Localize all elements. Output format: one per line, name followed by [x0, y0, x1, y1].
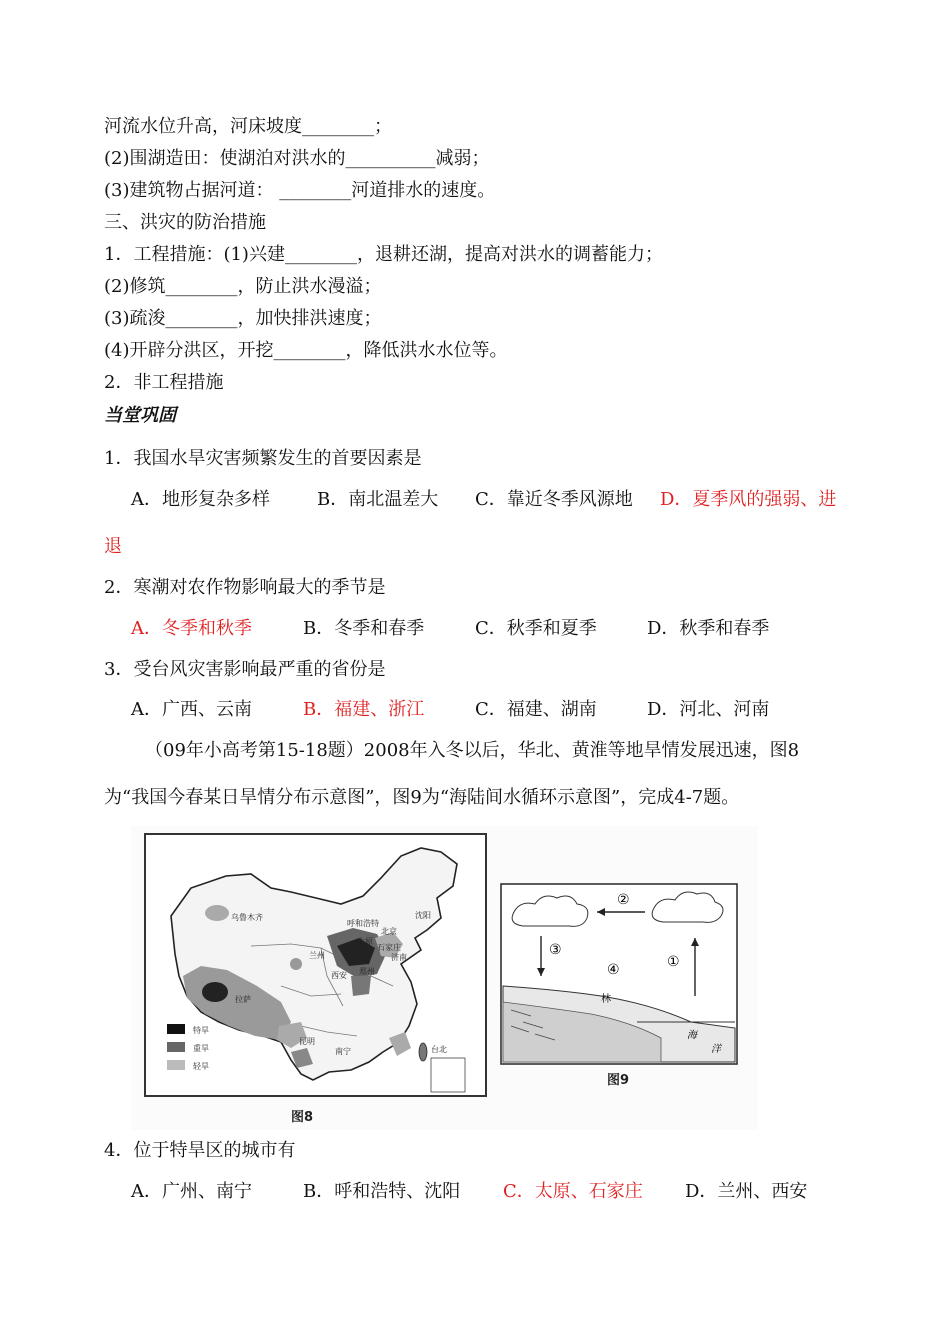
text-line: (3)建筑物占据河道： ________河道排水的速度。 [104, 180, 496, 201]
light-drought-region [205, 905, 229, 921]
option-c: C．福建、湖南 [475, 699, 597, 720]
option-d: D．兰州、西安 [685, 1181, 808, 1202]
option-b: B．呼和浩特、沈阳 [303, 1181, 461, 1202]
option-a: A．广州、南宁 [131, 1181, 252, 1202]
city-label: 乌鲁木齐 [231, 913, 263, 922]
option-d-continued: 退 [104, 536, 122, 557]
figure-block [131, 826, 758, 1130]
figure8-caption: 图8 [291, 1110, 314, 1125]
city-label: 太原 [357, 937, 373, 946]
option-d: D．河北、河南 [647, 699, 770, 720]
text-line: (2)修筑________，防止洪水漫溢； [104, 276, 382, 297]
text-line: 河流水位升高，河床坡度________； [104, 116, 392, 137]
marker-1: ① [667, 954, 680, 970]
legend-label: 轻旱 [193, 1062, 209, 1071]
city-label: 石家庄 [377, 943, 401, 952]
option-b-answer: B．福建、浙江 [303, 699, 425, 720]
city-label: 昆明 [299, 1037, 315, 1046]
city-label: 沈阳 [415, 911, 431, 920]
text-line: (2)围湖造田：使湖泊对洪水的__________减弱； [104, 148, 490, 169]
option-c: C．靠近冬季风源地 [475, 489, 633, 510]
text-line: (4)开辟分洪区，开挖________，降低洪水水位等。 [104, 340, 508, 361]
light-drought-gansu [290, 958, 302, 970]
option-c: C．秋季和夏季 [475, 618, 597, 639]
ocean-label: 洋 [711, 1044, 721, 1055]
marker-2: ② [617, 892, 630, 908]
city-label: 台北 [431, 1045, 447, 1054]
section-title: 三、洪灾的防治措施 [104, 212, 266, 233]
severe-drought-region [202, 982, 228, 1002]
marker-3: ③ [549, 942, 562, 958]
legend-label: 重旱 [193, 1044, 209, 1053]
moderate-drought-henan [351, 976, 371, 996]
sea-label: 海 [687, 1030, 697, 1041]
legend-swatch-moderate [167, 1042, 185, 1052]
figure-svg [131, 826, 758, 1130]
city-label: 济南 [391, 953, 407, 962]
text-line: (3)疏浚________，加快排洪速度； [104, 308, 382, 329]
city-label: 北京 [381, 927, 397, 936]
text-line: 1．工程措施：(1)兴建________，退耕还湖，提高对洪水的调蓄能力； [104, 244, 663, 265]
city-label: 兰州 [309, 951, 325, 960]
question-stem: 1．我国水旱灾害频繁发生的首要因素是 [104, 448, 422, 469]
taiwan-island [419, 1043, 427, 1061]
option-d: D．秋季和春季 [647, 618, 770, 639]
option-c-answer: C．太原、石家庄 [503, 1181, 643, 1202]
city-label: 呼和浩特 [347, 919, 379, 928]
option-a-answer: A．冬季和秋季 [131, 618, 252, 639]
question-stem: 3．受台风灾害影响最严重的省份是 [104, 659, 386, 680]
marker-4: ④ [607, 962, 620, 978]
option-b: B．冬季和春季 [303, 618, 425, 639]
intro-line-2: 为“我国今春某日旱情分布示意图”，图9为“海陆间水循环示意图”，完成4-7题。 [104, 787, 740, 808]
question-stem: 2．寒潮对农作物影响最大的季节是 [104, 577, 386, 598]
question-stem: 4．位于特旱区的城市有 [104, 1140, 296, 1161]
forest-label: 林 [601, 994, 611, 1005]
city-label: 拉萨 [235, 995, 251, 1004]
option-b: B．南北温差大 [317, 489, 439, 510]
city-label: 郑州 [359, 967, 375, 976]
option-d-answer: D．夏季风的强弱、进 [660, 489, 837, 510]
figure9-caption: 图9 [607, 1073, 630, 1088]
option-a: A．广西、云南 [131, 699, 252, 720]
city-label: 西安 [331, 971, 347, 980]
legend-label: 特旱 [193, 1026, 209, 1035]
option-a: A．地形复杂多样 [131, 489, 270, 510]
section-heading: 当堂巩固 [104, 405, 176, 426]
legend-swatch-light [167, 1060, 185, 1070]
intro-line-1: （09年小高考第15-18题）2008年入冬以后，华北、黄淮等地旱情发展迅速，图8 [145, 740, 800, 761]
text-line: 2．非工程措施 [104, 372, 224, 393]
legend-swatch-severe [167, 1024, 185, 1034]
city-label: 南宁 [335, 1047, 351, 1056]
